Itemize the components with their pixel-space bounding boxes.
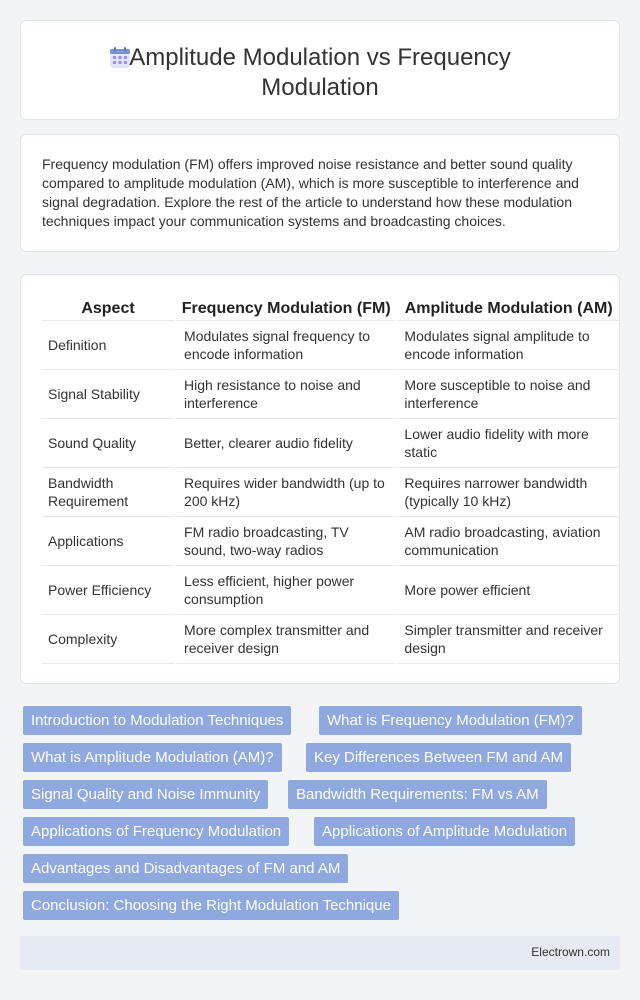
topic-link[interactable]: Conclusion: Choosing the Right Modulation Technique xyxy=(23,891,399,920)
intro-paragraph: Frequency modulation (FM) offers improved noise resistance and better sound quality compared to amplitude modulation (AM), which is more susceptible to interference and signal degradation. Explore the rest of the article to understand how these modulation techniques impact your communication systems and broadcasting choices. xyxy=(42,156,579,229)
topic-link[interactable]: Bandwidth Requirements: FM vs AM xyxy=(288,780,547,809)
table-row xyxy=(42,517,619,566)
cell-am: Simpler transmitter and receiver design xyxy=(394,615,619,664)
topic-link[interactable]: Signal Quality and Noise Immunity xyxy=(23,780,268,809)
cell-am: More power efficient xyxy=(394,566,619,615)
header-aspect: Aspect xyxy=(42,295,174,321)
table-row xyxy=(42,615,619,664)
cell-aspect: Bandwidth Requirement xyxy=(42,468,174,517)
cell-fm: Requires wider bandwidth (up to 200 kHz) xyxy=(174,468,394,517)
cell-am: More susceptible to noise and interference xyxy=(394,370,619,419)
cell-am: AM radio broadcasting, aviation communication xyxy=(394,517,619,566)
topic-link[interactable]: Key Differences Between FM and AM xyxy=(306,743,571,772)
header-am: Amplitude Modulation (AM) xyxy=(394,295,619,321)
footer xyxy=(20,936,620,970)
page-title: Amplitude Modulation vs Frequency Modulation xyxy=(129,44,511,101)
topic-link[interactable]: What is Frequency Modulation (FM)? xyxy=(319,706,582,735)
comparison-table-card xyxy=(20,274,620,684)
footer-site-name: Electrown.com xyxy=(531,945,610,959)
cell-aspect: Complexity xyxy=(42,615,174,664)
header-fm: Frequency Modulation (FM) xyxy=(174,295,394,321)
cell-am: Lower audio fidelity with more static xyxy=(394,419,619,468)
table-header-row xyxy=(42,295,619,321)
cell-fm: Less efficient, higher power consumption xyxy=(174,566,394,615)
topic-link[interactable]: Advantages and Disadvantages of FM and AM xyxy=(23,854,348,883)
cell-aspect: Sound Quality xyxy=(42,419,174,468)
cell-am: Requires narrower bandwidth (typically 10 kHz) xyxy=(394,468,619,517)
cell-aspect: Applications xyxy=(42,517,174,566)
topic-link[interactable]: What is Amplitude Modulation (AM)? xyxy=(23,743,282,772)
table-row xyxy=(42,370,619,419)
cell-aspect: Power Efficiency xyxy=(42,566,174,615)
cell-fm: More complex transmitter and receiver design xyxy=(174,615,394,664)
title-card xyxy=(20,20,620,120)
cell-fm: FM radio broadcasting, TV sound, two-way radios xyxy=(174,517,394,566)
cell-fm: High resistance to noise and interference xyxy=(174,370,394,419)
cell-aspect: Definition xyxy=(42,321,174,370)
table-row xyxy=(42,419,619,468)
topic-link[interactable]: Applications of Frequency Modulation xyxy=(23,817,289,846)
cell-aspect: Signal Stability xyxy=(42,370,174,419)
table-row xyxy=(42,321,619,370)
comparison-table xyxy=(42,295,619,664)
cell-fm: Modulates signal frequency to encode information xyxy=(174,321,394,370)
topic-link[interactable]: Introduction to Modulation Techniques xyxy=(23,706,291,735)
table-row xyxy=(42,566,619,615)
cell-fm: Better, clearer audio fidelity xyxy=(174,419,394,468)
intro-card xyxy=(20,134,620,252)
cell-am: Modulates signal amplitude to encode information xyxy=(394,321,619,370)
topic-link[interactable]: Applications of Amplitude Modulation xyxy=(314,817,575,846)
table-row xyxy=(42,468,619,517)
